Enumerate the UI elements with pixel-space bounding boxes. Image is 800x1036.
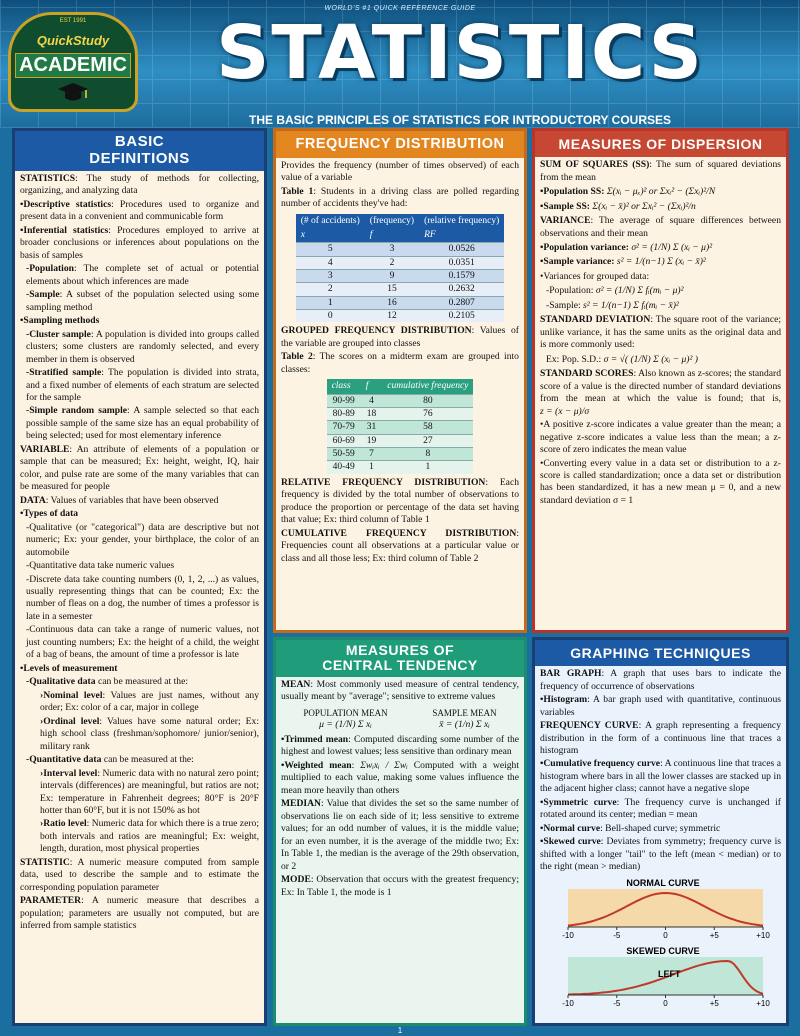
table-cell: 2 xyxy=(296,283,365,296)
trimmed-mean-definition: •Trimmed mean: Computed discarding some number of the highest and lowest values; less sensitive than ordinary mean xyxy=(281,733,520,758)
grouped-sample-variance: -Sample: s² = 1/(n−1) Σ fᵢ(mᵢ − x̄)² xyxy=(546,299,679,311)
basic-definition-line: STATISTICS: The study of methods for collecting, organizing, and analyzing data xyxy=(20,173,259,197)
table-cell: 90-99 xyxy=(327,394,361,407)
grouped-population-variance: -Population: σ² = (1/N) Σ fᵢ(mᵢ − μ)² xyxy=(546,285,684,297)
table-row xyxy=(296,256,505,269)
dispersion-panel xyxy=(532,128,789,633)
page-number: 1 xyxy=(397,1026,403,1035)
sample-variance: •Sample variance: s² = 1/(n−1) Σ (xᵢ − x̄)² xyxy=(540,256,706,268)
basic-definition-line: VARIABLE: An attribute of elements of a population or sample that can be measured; Ex: height, weight, IQ, hair color, and pulse rate are some of the many variables that can be measured for people xyxy=(20,443,259,493)
table-cell: 0.2105 xyxy=(419,310,504,323)
basic-definition-line: •Types of data xyxy=(20,508,79,520)
table-cell: 8 xyxy=(382,448,473,461)
basic-definition-line: DATA: Values of variables that have been observed xyxy=(20,494,219,506)
normal-curve-tick-label: -10 xyxy=(562,930,574,939)
table2: class f cumulative frequency 90-99 4 80 80-89 18 76 70-79 31 58 60-69 19 27 50-59 7 8 40-49 1 1 xyxy=(327,379,474,473)
frequency-body xyxy=(276,158,524,568)
basic-definition-line: ›Nominal level: Values are just names, without any order; Ex: color of a car, major in college xyxy=(40,689,260,714)
basic-definition-line: -Population: The complete set of actual or potential elements about which inferences are made xyxy=(26,263,259,287)
zscore-bullet-2: •Converting every value in a data set or distribution to a z-score is called standardization; once a data set or distribution has been standardized, it has a new mean μ = 0, and a new standard deviation σ = 1 xyxy=(540,457,781,506)
table-cell: 1 xyxy=(361,461,383,474)
histogram-definition: •Histogram: A bar graph used with quantitative, continuous variables xyxy=(540,694,781,718)
normal-curve-graph xyxy=(548,877,778,939)
relative-definition: RELATIVE FREQUENCY DISTRIBUTION: Each frequency is divided by the total number of observations to produce the proportion or percentage of the data set having that value; Ex: third column of Table 1 xyxy=(281,476,519,526)
basic-definitions-panel xyxy=(12,128,267,1026)
table-cell: 15 xyxy=(365,283,419,296)
table-cell: 31 xyxy=(361,421,383,434)
page-subtitle: THE BASIC PRINCIPLES OF STATISTICS FOR INTRODUCTORY COURSES xyxy=(248,113,672,127)
normal-curve-tick-label: +5 xyxy=(709,930,719,939)
table-cell: 3 xyxy=(296,270,365,283)
table-cell: 7 xyxy=(361,448,383,461)
logo-academic: ACADEMIC xyxy=(15,53,131,78)
normal-curve-tick-label: 0 xyxy=(663,930,668,939)
mean-definition: MEAN: Most commonly used measure of central tendency, usually meant by "average"; sensitive to extreme values xyxy=(281,678,519,703)
basic-heading-line1: BASIC xyxy=(114,133,165,150)
basic-definition-line: ›Ordinal level: Values have some natural order; Ex: high school class (freshman/sophomore/ junior/senior), military rank xyxy=(40,715,260,752)
sd-definition: STANDARD DEVIATION: The square root of the variance; unlike variance, it has the same units as the original data and is more commonly used: xyxy=(540,314,782,351)
basic-definition-line: -Qualitative (or "categorical") data are descriptive but not numeric; Ex: your gender, your birthplace, the color of an automobile xyxy=(26,521,259,558)
table-cell: 0.2807 xyxy=(419,296,504,309)
table-cell: 1 xyxy=(296,296,365,309)
table-row xyxy=(296,296,505,309)
table-cell: 70-79 xyxy=(327,421,361,434)
table-row xyxy=(327,461,474,474)
basic-definition-line: -Simple random sample: A sample selected so that each possible sample of the same size has an equal probability of being selected; used for most elementary inference xyxy=(26,405,260,442)
basic-definition-line: •Descriptive statistics: Procedures used to organize and present data in a convenient and communicable form xyxy=(20,198,259,223)
graphing-heading: GRAPHING TECHNIQUES xyxy=(535,640,786,666)
sd-example: Ex: Pop. S.D.: σ = √( (1/N) Σ (xᵢ − μ)² ) xyxy=(546,353,698,365)
table-cell: 0.1579 xyxy=(419,270,504,283)
frequency-intro: Provides the frequency (number of times observed) of each value of a variable xyxy=(281,159,519,184)
basic-definition-line: •Sampling methods xyxy=(20,315,100,327)
central-heading-line2: CENTRAL TENDENCY xyxy=(322,657,478,674)
table-cell: 0.2632 xyxy=(419,283,504,296)
table-cell: 0.0351 xyxy=(419,256,504,269)
graphing-body xyxy=(535,666,786,1015)
page-title: STATISTICS xyxy=(216,10,704,96)
skewed-curve-tick-label: +5 xyxy=(709,999,719,1009)
mode-definition: MODE: Observation that occurs with the greatest frequency; Ex: In Table 1, the mode is 1 xyxy=(281,874,519,898)
population-variance: •Population variance: σ² = (1/N) Σ (xᵢ − μ)² xyxy=(540,242,713,253)
population-mean-label: POPULATION MEAN xyxy=(303,707,388,718)
basic-definition-line: STATISTIC: A numeric measure computed from sample data, used to describe the sample and to estimate the corresponding population parameter xyxy=(20,856,259,893)
basic-definition-line: -Quantitative data can be measured at the: xyxy=(26,754,194,766)
cumulative-curve-definition: •Cumulative frequency curve: A continuous line that traces a histogram where bars in all the lower classes are stacked up in the adjacent higher class; cannot have a negative slope xyxy=(540,758,781,795)
bar-graph-definition: BAR GRAPH: A graph that uses bars to indicate the frequency of occurrence of observations xyxy=(540,668,781,692)
frequency-distribution-panel xyxy=(273,128,527,633)
standard-scores-definition: STANDARD SCORES: Also known as z-scores; the standard score of a value is the directed number of standard deviations from the mean at which the value is found; that is, z = (x − μ)/σ xyxy=(540,368,781,417)
table-cell: 5 xyxy=(296,243,365,256)
mean-formulas xyxy=(281,708,519,732)
basic-definition-line: •Levels of measurement xyxy=(20,662,118,674)
table-cell: 2 xyxy=(365,256,419,269)
skewed-curve-label: LEFT xyxy=(658,969,681,980)
sample-ss: •Sample SS: Σ(xᵢ − x̄)² or Σxᵢ² − (Σxᵢ)²/n xyxy=(540,200,696,212)
cumulative-definition: CUMULATIVE FREQUENCY DISTRIBUTION: Frequencies count all observations at a particular value or class and all those less; Ex: third column of Table 2 xyxy=(281,527,519,564)
table-cell: 12 xyxy=(365,310,419,323)
basic-definition-line: PARAMETER: A numeric measure that describes a population; parameters are usually not computed, but are inferred from sample statistics xyxy=(20,895,259,932)
quickstudy-logo xyxy=(8,12,138,112)
sample-mean-label: SAMPLE MEAN xyxy=(432,707,497,718)
table-cell: 27 xyxy=(382,434,473,447)
population-ss: •Population SS: Σ(xᵢ − μₓ)² or Σxᵢ² − (Σxᵢ)²/N xyxy=(540,186,716,198)
table-row xyxy=(327,408,474,421)
normal-curve-tick-label: -5 xyxy=(613,930,621,939)
table-cell: 0.0526 xyxy=(419,243,504,256)
central-tendency-panel xyxy=(273,637,527,1026)
table-cell: 19 xyxy=(361,434,383,447)
median-definition: MEDIAN: Value that divides the set so the same number of observations lie on each side of it; less sensitive to extreme values; for an odd number of values, it is the middle value; for an even number, it is the average of the middle two; Ex: In Table 1, the median is the average of the 29th observation, or 2 xyxy=(281,798,519,872)
normal-curve-title: NORMAL CURVE xyxy=(626,877,700,888)
table-cell: 0 xyxy=(296,310,365,323)
skewed-curve-tick-label: 0 xyxy=(663,999,668,1009)
basic-definition-line: ›Ratio level: Numeric data for which there is a true zero; both intervals and ratios are meaningful; Ex: weight, length, duration, most physical properties xyxy=(40,818,259,855)
table-cell: 4 xyxy=(296,256,365,269)
population-mean-formula: μ = (1/N) Σ xᵢ xyxy=(319,719,372,731)
header xyxy=(0,0,800,128)
table-cell: 1 xyxy=(382,461,473,474)
header-tagline: WORLD'S #1 QUICK REFERENCE GUIDE xyxy=(324,5,476,12)
skewed-curve-graph xyxy=(548,945,778,1009)
basic-definition-line: -Cluster sample: A population is divided into groups called clusters; some clusters are randomly selected, and every member in them is observed xyxy=(26,328,260,365)
central-tendency-heading xyxy=(276,640,524,677)
table-row xyxy=(327,434,474,447)
frequency-curve-definition: FREQUENCY CURVE: A graph representing a frequency distribution in the form of a continuous line that traces a histogram xyxy=(540,720,781,756)
basic-definitions-heading xyxy=(15,131,264,171)
table-cell: 50-59 xyxy=(327,448,361,461)
table-cell: 76 xyxy=(382,408,473,421)
normal-curve-plot-area xyxy=(568,889,763,927)
basic-definition-line: -Qualitative data can be measured at the: xyxy=(26,676,188,688)
table-cell: 3 xyxy=(365,243,419,256)
logo-est: EST 1991 xyxy=(59,18,87,24)
table-row xyxy=(327,421,474,434)
table-cell: 80 xyxy=(382,394,473,407)
table1-caption: Table 1: Students in a driving class are polled regarding number of accidents they've had: xyxy=(281,185,519,210)
table1: (# of accidents) (frequency) (relative frequency) x f RF 5 3 0.0526 4 2 0.0351 3 9 0.1579 2 15 0.2632 1 16 0.2807 0 12 0.2105 xyxy=(296,214,505,323)
grouped-definition: GROUPED FREQUENCY DISTRIBUTION: Values of the variable are grouped into classes xyxy=(281,325,519,349)
dispersion-body xyxy=(535,157,786,510)
skewed-curve-title: SKEWED CURVE xyxy=(626,946,700,957)
basic-heading-line2: DEFINITIONS xyxy=(89,149,190,167)
zscore-bullet-1: •A positive z-score indicates a value greater than the mean; a negative z-score indicates a value less than the mean; a z-score of zero indicates the mean value xyxy=(540,419,781,456)
symmetric-curve-definition: •Symmetric curve: The frequency curve is unchanged if rotated around its center; median = mean xyxy=(540,796,781,821)
normal-curve-tick-label: +10 xyxy=(756,930,770,939)
skewed-curve-tick-label: +10 xyxy=(756,999,770,1009)
normal-curve-definition: •Normal curve: Bell-shaped curve; symmetric xyxy=(540,822,721,834)
basic-definitions-body xyxy=(15,171,264,936)
table-cell: 9 xyxy=(365,270,419,283)
graduation-cap-icon xyxy=(57,81,89,103)
graphing-techniques-panel xyxy=(532,637,789,1026)
basic-definition-line: ›Interval level: Numeric data with no natural zero point; intervals (differences) are meaningful, but ratios are not; Ex: temperature in Fahrenheit degrees; 80°F is 20°F hotter than 60°F, but it is not 150% as hot xyxy=(40,767,259,816)
grouped-variance-label: •Variances for grouped data: xyxy=(540,270,650,282)
table-row xyxy=(296,270,505,283)
ss-definition: SUM OF SQUARES (SS): The sum of squared deviations from the mean xyxy=(540,159,782,183)
variance-definition: VARIANCE: The average of square differences between observations and their mean xyxy=(540,215,781,239)
table-row xyxy=(296,310,505,323)
table-cell: 4 xyxy=(361,394,383,407)
central-heading-line1: MEASURES OF xyxy=(345,642,455,658)
table-cell: 60-69 xyxy=(327,434,361,447)
table-row xyxy=(327,448,474,461)
basic-definition-line: -Continuous data can take a range of numeric values, not just counting numbers; Ex: the height of a child, the weight of a bag of beans, the amount of time a professor is late xyxy=(26,624,259,661)
skewed-curve-definition: •Skewed curve: Deviates from symmetry; frequency curve is shifted with a longer "tail" to the left (mean < median) or to the right (mean > median) xyxy=(540,836,781,873)
table2-caption: Table 2: The scores on a midterm exam are grouped into classes: xyxy=(281,351,519,375)
basic-definition-line: -Stratified sample: The population is divided into strata, and a fixed number of elements of each stratum are selected for the sample xyxy=(26,367,259,403)
table-row xyxy=(296,243,505,256)
basic-definition-line: -Quantitative data take numeric values xyxy=(26,560,175,572)
table-cell: 40-49 xyxy=(327,461,361,474)
table-cell: 16 xyxy=(365,296,419,309)
skewed-curve-tick-label: -5 xyxy=(613,999,621,1009)
table-cell: 58 xyxy=(382,421,473,434)
central-tendency-body xyxy=(276,677,524,902)
basic-definition-line: -Sample: A subset of the population selected using some sampling method xyxy=(26,289,259,313)
logo-brand: QuickStudy xyxy=(36,33,110,48)
weighted-mean-definition: •Weighted mean: Σwᵢxᵢ / Σwᵢ Computed with a weight multiplied to each value, making some values influence the mean more heavily than others xyxy=(281,759,519,796)
basic-definition-line: -Discrete data take counting numbers (0, 1, 2, ...) as values, usually representing things that can be counted; Ex: the number of fleas on a dog, the number of times a professor is late in a semester xyxy=(26,573,259,622)
table-cell: 18 xyxy=(361,408,383,421)
frequency-heading: FREQUENCY DISTRIBUTION xyxy=(276,131,524,158)
table-row xyxy=(296,283,505,296)
basic-definition-line: •Inferential statistics: Procedures employed to arrive at broader conclusions or inferences about populations on the basis of samples xyxy=(20,224,259,261)
skewed-curve-tick-label: -10 xyxy=(562,999,574,1009)
table-cell: 80-89 xyxy=(327,408,361,421)
dispersion-heading: MEASURES OF DISPERSION xyxy=(535,131,786,157)
sample-mean-formula: x̄ = (1/n) Σ xᵢ xyxy=(439,719,490,731)
table-row xyxy=(327,394,474,407)
